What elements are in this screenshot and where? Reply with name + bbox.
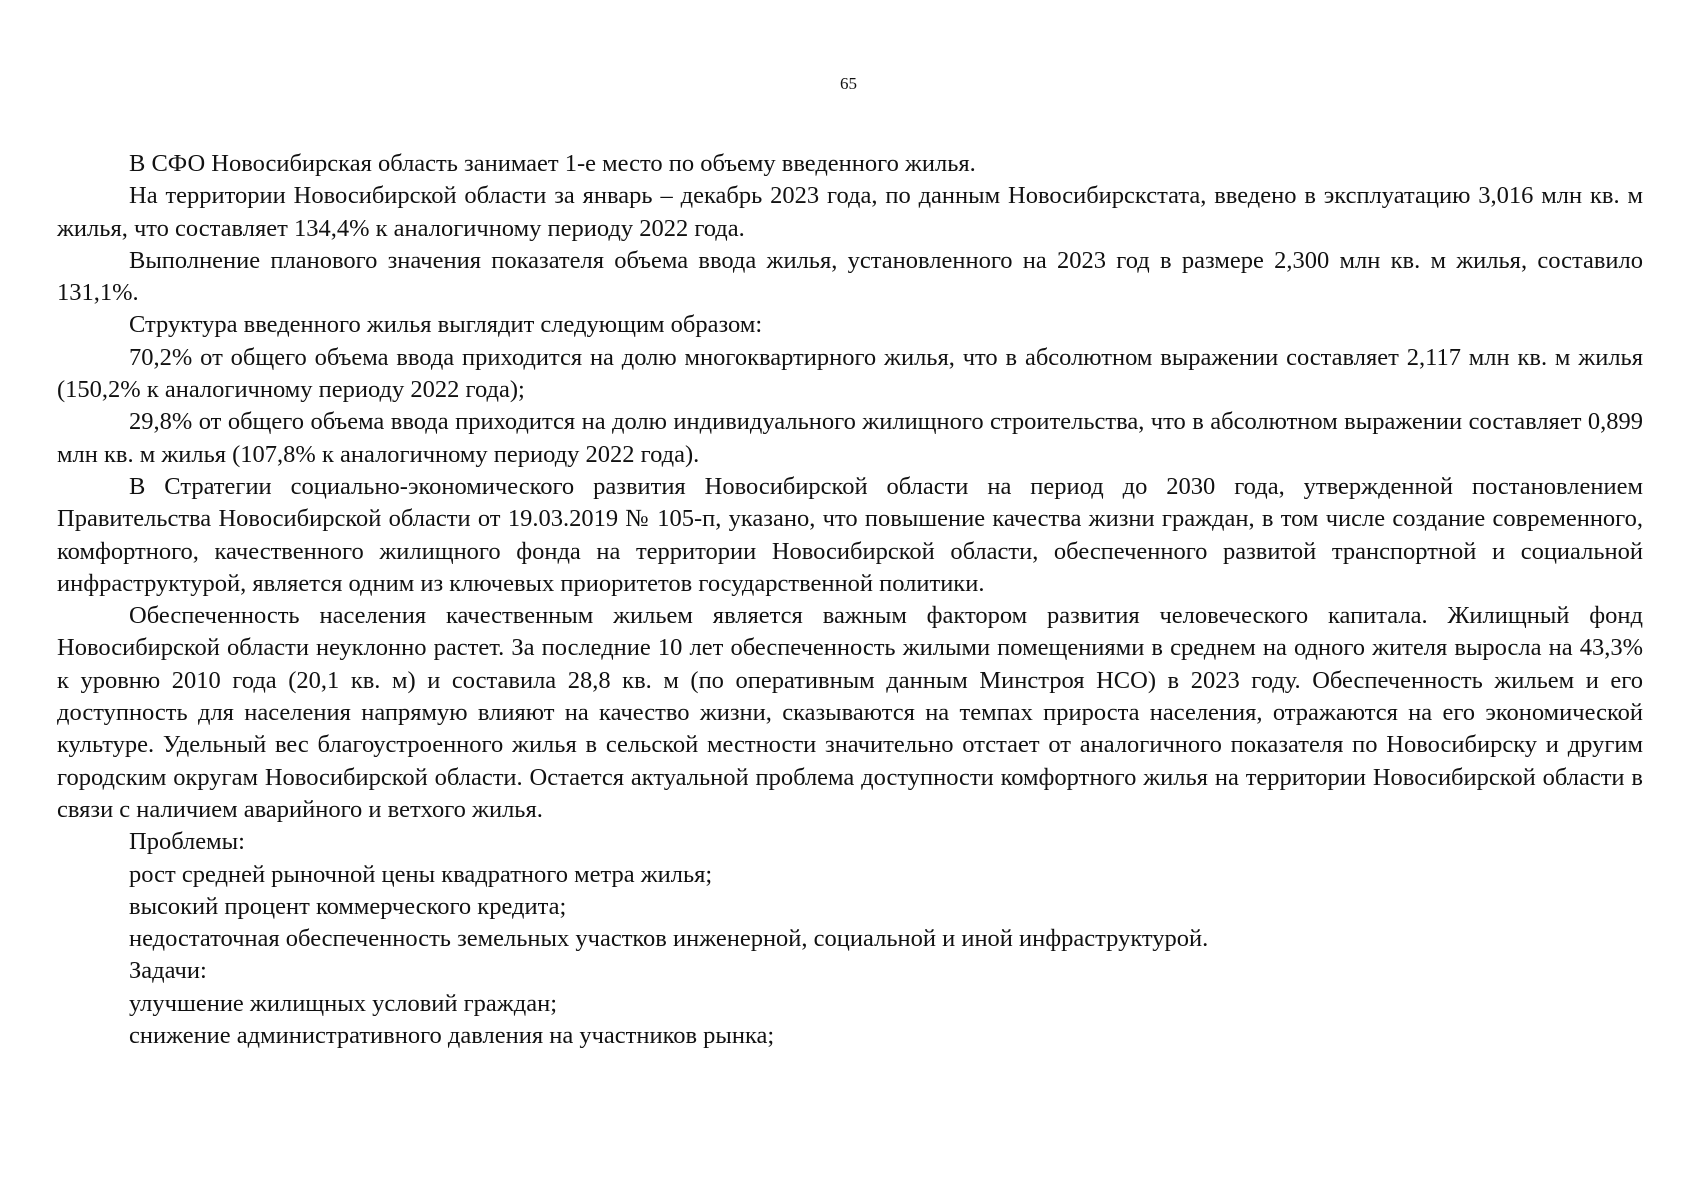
problem-item: высокий процент коммерческого кредита;: [129, 892, 567, 920]
task-item: улучшение жилищных условий граждан;: [129, 989, 557, 1017]
paragraph-individual-share: 29,8% от общего объема ввода приходится на долю индивидуального жилищного строительства, что в абсолютном выражении составляет 0,899 млн кв. м жилья (107,8% к аналогичному периоду 2022 года).: [57, 408, 1643, 468]
paragraph-structure-intro: Структура введенного жилья выглядит следующим образом:: [129, 311, 763, 339]
paragraph-apartment-share: 70,2% от общего объема ввода приходится на долю многоквартирного жилья, что в абсолютном выражении составляет 2,117 млн кв. м жилья (150,2% к аналогичному периоду 2022 года);: [57, 343, 1643, 404]
paragraph-sfo-rank: В СФО Новосибирская область занимает 1-е место по объему введенного жилья.: [129, 150, 976, 177]
paragraph-housing-commissioned: На территории Новосибирской области за январь – декабрь 2023 года, по данным Новосибирскстата, введено в эксплуатацию 3,016 млн кв. м жилья, что составляет 134,4% к аналогичному периоду 2022 года.: [57, 182, 1643, 242]
paragraph-strategy: В Стратегии социально-экономического развития Новосибирской области на период до 2030 года, утвержденной постановлением Правительства Новосибирской области от 19.03.2019 № 105-п, указано, что повышение качества жизни граждан, в том числе создание современного, комфортного, качественного жилищного фонда на территории Новосибирской области, обеспеченного развитой транспортной и социальной инфраструктурой, является одним из ключевых приоритетов государственной политики.: [57, 472, 1643, 597]
document-body: [57, 148, 1643, 1052]
page-number: 65: [840, 74, 857, 93]
paragraph-plan-fulfillment: Выполнение планового значения показателя объема ввода жилья, установленного на 2023 год в размере 2,300 млн кв. м жилья, составило 131,1%.: [57, 246, 1643, 307]
problem-item: недостаточная обеспеченность земельных участков инженерной, социальной и иной инфраструктурой.: [129, 925, 1209, 953]
heading-tasks: Задачи:: [129, 957, 207, 985]
heading-problems: Проблемы:: [129, 828, 245, 856]
task-item: снижение административного давления на участников рынка;: [129, 1022, 775, 1050]
paragraph-housing-provision: Обеспеченность населения качественным жильем является важным фактором развития человеческого капитала. Жилищный фонд Новосибирской области неуклонно растет. За последние 10 лет обеспеченность жилыми помещениями в среднем на одного жителя выросла на 43,3% к уровню 2010 года (20,1 кв. м) и составила 28,8 кв. м (по оперативным данным Минстроя НСО) в 2023 году. Обеспеченность жильем и его доступность для населения напрямую влияют на качество жизни, сказываются на темпах прироста населения, отражаются на его экономической культуре. Удельный вес благоустроенного жилья в сельской местности значительно отстает от аналогичного показателя по Новосибирску и другим городским округам Новосибирской области. Остается актуальной проблема доступности комфортного жилья на территории Новосибирской области в связи с наличием аварийного и ветхого жилья.: [57, 602, 1643, 823]
problem-item: рост средней рыночной цены квадратного метра жилья;: [129, 860, 713, 888]
